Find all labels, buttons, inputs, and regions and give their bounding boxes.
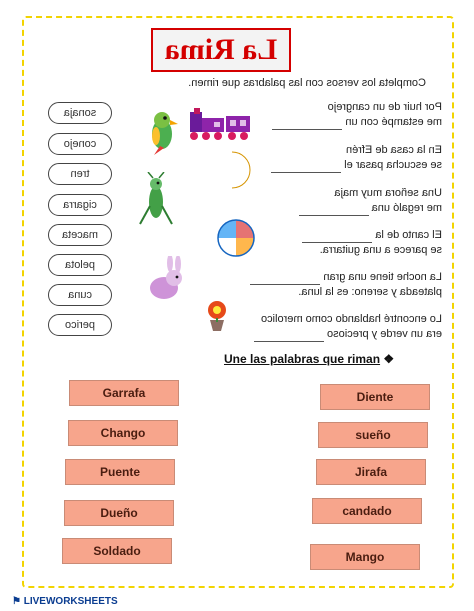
- footer-brand[interactable]: [12, 596, 118, 607]
- section-heading: [224, 352, 394, 366]
- match-word: Dueño: [100, 506, 138, 520]
- footer-label: LIVEWORKSHEETS: [23, 596, 118, 607]
- match-word: sueño: [355, 428, 391, 442]
- answer-blank[interactable]: [272, 119, 342, 130]
- match-right-item[interactable]: [312, 498, 422, 524]
- moon-icon: [218, 150, 254, 190]
- word-bank-label: sonaja: [63, 107, 97, 119]
- logo-icon: ⚑: [12, 596, 21, 607]
- verse-line: me regaló una: [371, 202, 442, 214]
- match-left-item[interactable]: [64, 500, 174, 526]
- instruction-text: [26, 77, 426, 89]
- verse-2: [272, 143, 442, 173]
- match-left-item[interactable]: [65, 459, 175, 485]
- word-bank-label: perico: [65, 319, 95, 331]
- ball-icon: [216, 218, 256, 258]
- verse-3: [272, 186, 442, 216]
- answer-blank[interactable]: [271, 162, 341, 173]
- match-word: Soldado: [93, 544, 141, 558]
- word-bank-item[interactable]: [48, 224, 112, 246]
- match-left-item[interactable]: [68, 420, 178, 446]
- answer-blank[interactable]: [254, 331, 324, 342]
- diamond-icon: ❖: [383, 352, 395, 366]
- match-right-item[interactable]: [310, 544, 420, 570]
- word-bank-label: conejo: [63, 138, 97, 150]
- parrot-icon: [142, 108, 184, 156]
- answer-blank[interactable]: [302, 232, 372, 243]
- verse-line: Una señora muy maja: [334, 187, 442, 199]
- word-bank-label: cigarra: [63, 199, 97, 211]
- verse-line: me estampé con un: [345, 116, 442, 128]
- verse-line: se parece a una guitarra.: [319, 244, 442, 256]
- verse-line: La noche tiene una gran: [323, 271, 442, 283]
- answer-blank[interactable]: [299, 205, 369, 216]
- match-word: Chango: [100, 426, 146, 440]
- verse-line: En la casa de Efrén: [345, 144, 442, 156]
- match-word: candado: [342, 504, 392, 518]
- match-word: Puente: [99, 465, 140, 479]
- word-bank-item[interactable]: [48, 314, 112, 336]
- verse-5: [272, 270, 442, 300]
- verse-line: era un verde y precioso: [327, 328, 442, 340]
- word-bank-label: tren: [70, 168, 90, 180]
- verse-4: [272, 228, 442, 258]
- verse-line: Lo encontré hablando como merolico: [260, 313, 442, 325]
- match-left-item[interactable]: [62, 538, 172, 564]
- verse-line: plateada y sereno: es la luna.: [298, 286, 442, 298]
- word-bank-label: pelota: [65, 259, 95, 271]
- word-bank-label: maceta: [61, 229, 99, 241]
- match-right-item[interactable]: [318, 422, 428, 448]
- word-bank-item[interactable]: [48, 163, 112, 185]
- verse-line: se escucha pasar el: [344, 159, 442, 171]
- word-bank-item[interactable]: [48, 133, 112, 155]
- section-title: Une las palabras que riman: [224, 352, 381, 366]
- match-word: Garrafa: [102, 386, 146, 400]
- flowerpot-icon: [202, 298, 232, 332]
- verse-line: El canto de la: [375, 229, 442, 241]
- verse-6: [260, 312, 442, 342]
- train-icon: [186, 108, 252, 142]
- match-word: Diente: [356, 390, 394, 404]
- verse-line: Por huir de un cangrejo: [327, 101, 442, 113]
- grasshopper-icon: [138, 172, 174, 228]
- instruction-label: Completa los versos con las palabras que rimen.: [188, 77, 426, 89]
- rabbit-icon: [144, 256, 188, 302]
- match-right-item[interactable]: [316, 459, 426, 485]
- verse-1: [272, 100, 442, 130]
- word-bank-label: cuna: [68, 289, 92, 301]
- word-bank-item[interactable]: [48, 284, 112, 306]
- title-box: [151, 28, 291, 72]
- word-bank-item[interactable]: [48, 194, 112, 216]
- match-left-item[interactable]: [69, 380, 179, 406]
- match-word: Mango: [345, 550, 385, 564]
- word-bank-item[interactable]: [48, 102, 112, 124]
- match-word: Jirafa: [354, 465, 388, 479]
- answer-blank[interactable]: [250, 274, 320, 285]
- page-title: La Rima: [164, 33, 278, 66]
- word-bank-item[interactable]: [48, 254, 112, 276]
- match-right-item[interactable]: [320, 384, 430, 410]
